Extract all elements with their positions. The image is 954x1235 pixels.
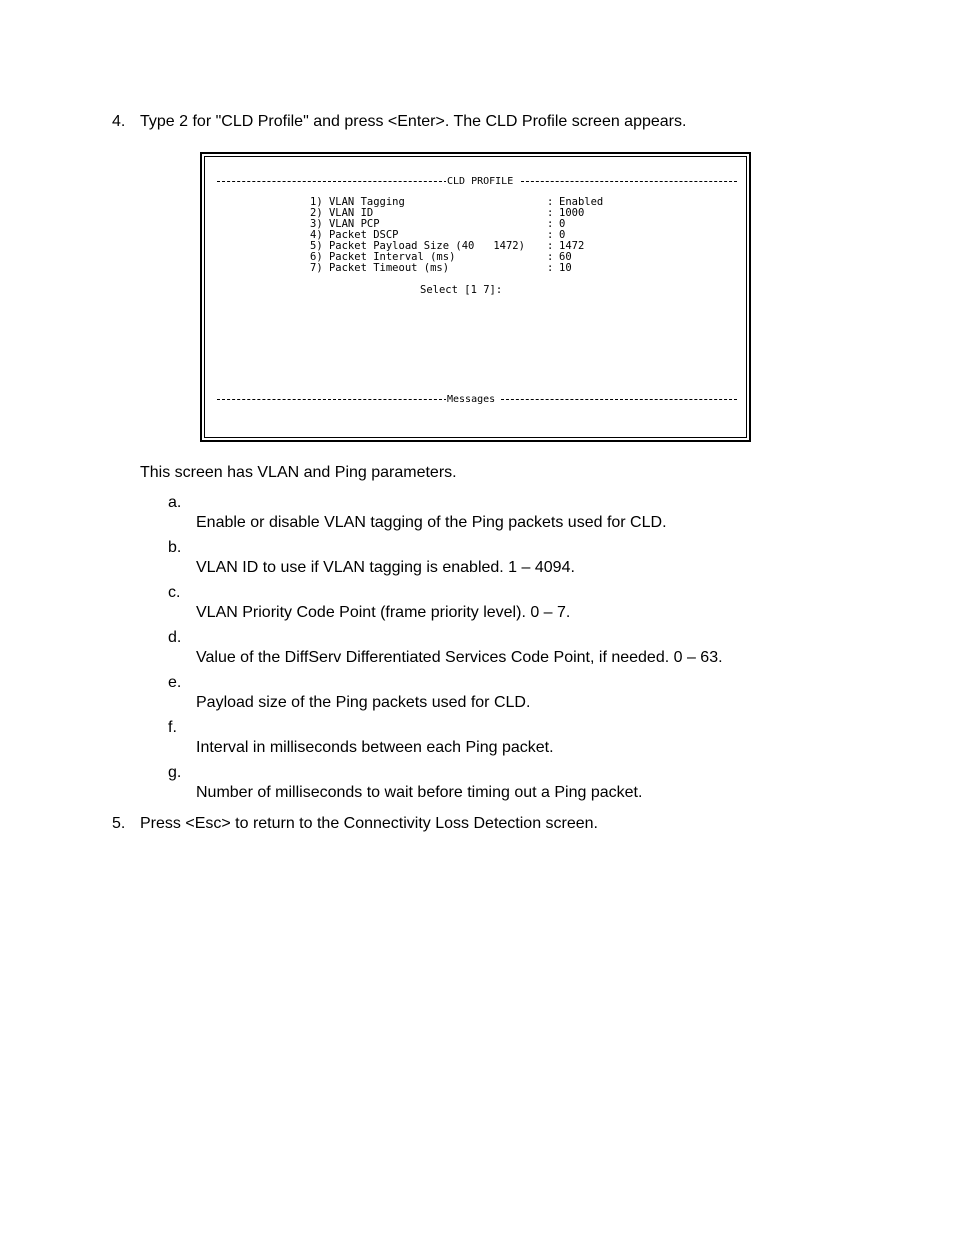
list-item-letter: b. bbox=[168, 539, 182, 556]
menu-item-label: 1) VLAN Tagging bbox=[310, 196, 405, 208]
menu-item-colon: : bbox=[547, 240, 554, 252]
terminal-header-label: CLD PROFILE bbox=[447, 176, 514, 187]
messages-dash-right bbox=[501, 399, 737, 400]
step-4-number: 4. bbox=[112, 113, 126, 130]
list-item-letter: f. bbox=[168, 719, 177, 736]
menu-item-colon: : bbox=[547, 207, 554, 219]
list-item-text: VLAN Priority Code Point (frame priority level). 0 – 7. bbox=[196, 604, 571, 621]
select-prompt[interactable]: Select [1 7]: bbox=[420, 284, 503, 296]
list-item-text: Enable or disable VLAN tagging of the Ping packets used for CLD. bbox=[196, 514, 667, 531]
header-dash-right bbox=[521, 181, 737, 182]
list-item-text: Payload size of the Ping packets used for CLD. bbox=[196, 694, 531, 711]
list-item bbox=[168, 673, 808, 718]
cld-profile-terminal-screen bbox=[200, 152, 751, 442]
menu-item-value: 10 bbox=[559, 262, 572, 274]
parameter-description-list bbox=[168, 493, 808, 808]
menu-item-colon: : bbox=[547, 218, 554, 230]
menu-item-label: 2) VLAN ID bbox=[310, 207, 374, 219]
menu-item-label: 3) VLAN PCP bbox=[310, 218, 380, 230]
menu-item-colon: : bbox=[547, 251, 554, 263]
list-item bbox=[168, 628, 808, 673]
terminal-inner-frame bbox=[204, 156, 747, 438]
menu-item-label: 6) Packet Interval (ms) bbox=[310, 251, 456, 263]
menu-item-value: 1472 bbox=[559, 240, 585, 252]
menu-item-value: 0 bbox=[559, 218, 566, 230]
list-item-text: VLAN ID to use if VLAN tagging is enabled. 1 – 4094. bbox=[196, 559, 575, 576]
menu-item-value: 60 bbox=[559, 251, 572, 263]
menu-item-label: 7) Packet Timeout (ms) bbox=[310, 262, 450, 274]
list-item bbox=[168, 538, 808, 583]
list-item-letter: e. bbox=[168, 674, 182, 691]
step-5-text: Press <Esc> to return to the Connectivity Loss Detection screen. bbox=[140, 815, 598, 832]
messages-dash-left bbox=[217, 399, 447, 400]
step-5 bbox=[112, 814, 598, 834]
step-4 bbox=[112, 112, 686, 132]
list-item bbox=[168, 718, 808, 763]
list-item-letter: a. bbox=[168, 494, 182, 511]
menu-item-colon: : bbox=[547, 196, 554, 208]
menu-item-value: 0 bbox=[559, 229, 566, 241]
terminal-header-rule bbox=[217, 176, 737, 187]
list-item bbox=[168, 493, 808, 538]
menu-item-colon: : bbox=[547, 229, 554, 241]
terminal-messages-label: Messages bbox=[447, 394, 496, 405]
step-4-text: Type 2 for "CLD Profile" and press <Enter>. The CLD Profile screen appears. bbox=[140, 113, 687, 130]
menu-item-value: 1000 bbox=[559, 207, 585, 219]
list-item-text: Number of milliseconds to wait before timing out a Ping packet. bbox=[196, 784, 643, 801]
list-item-text: Interval in milliseconds between each Ping packet. bbox=[196, 739, 554, 756]
menu-item-colon: : bbox=[547, 262, 554, 274]
list-item-text: Value of the DiffServ Differentiated Services Code Point, if needed. 0 – 63. bbox=[196, 649, 723, 666]
header-dash-left bbox=[217, 181, 447, 182]
list-item bbox=[168, 583, 808, 628]
menu-item-label: 5) Packet Payload Size (40 1472) bbox=[310, 240, 525, 252]
menu-item-value: Enabled bbox=[559, 196, 604, 208]
intro-paragraph: This screen has VLAN and Ping parameters. bbox=[140, 464, 457, 481]
step-5-number: 5. bbox=[112, 815, 126, 832]
list-item-letter: c. bbox=[168, 584, 181, 601]
terminal-messages-rule bbox=[217, 394, 737, 405]
list-item-letter: g. bbox=[168, 764, 182, 781]
menu-item-label: 4) Packet DSCP bbox=[310, 229, 399, 241]
list-item bbox=[168, 763, 808, 808]
list-item-letter: d. bbox=[168, 629, 182, 646]
